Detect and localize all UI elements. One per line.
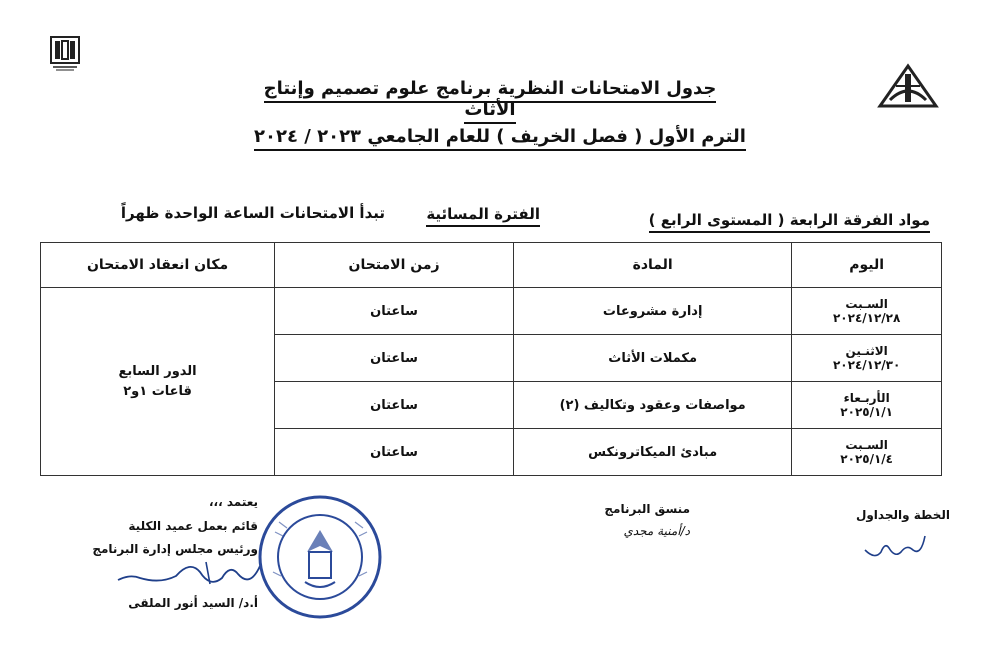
page-title <box>240 78 740 120</box>
level-label-text: مواد الفرقة الرابعة ( المستوى الرابع ) <box>649 211 930 233</box>
faculty-logo-icon <box>876 62 940 110</box>
dean-title-line2: ورئيس مجلس إدارة البرنامج <box>92 542 258 556</box>
subject-cell: مواصفات وعقود وتكاليف (٢) <box>513 382 791 429</box>
subject-cell: مكملات الأثاث <box>513 335 791 382</box>
period-label <box>410 205 540 223</box>
day-name: السـبت <box>845 438 888 452</box>
page-title-text: جدول الامتحانات النظرية برنامج علوم تصميم وإنتاج الأثاث <box>264 78 717 124</box>
day-cell <box>792 382 942 429</box>
header-subject: المادة <box>513 243 791 288</box>
day-name: السـبت <box>845 297 888 311</box>
table-row <box>41 288 942 335</box>
subject-cell: مبادئ الميكاترونكس <box>513 429 791 476</box>
planning-signature-label: الخطة والجداول <box>855 508 950 522</box>
term-heading-text: الترم الأول ( فصل الخريف ) للعام الجامعي ٢٠٢٣ / ٢٠٢٤ <box>254 126 746 151</box>
coordinator-name: د/أمنية مجدي <box>623 524 690 538</box>
day-cell <box>792 288 942 335</box>
duration-cell: ساعتان <box>275 382 514 429</box>
day-date: ٢٠٢٥/١/١ <box>840 405 894 419</box>
duration-cell: ساعتان <box>275 429 514 476</box>
dean-title-line1: قائم بعمل عميد الكلية <box>128 519 258 533</box>
location-cell <box>41 288 275 476</box>
approval-label: يعتمد ،،، <box>208 495 258 509</box>
header-day: اليوم <box>792 243 942 288</box>
start-time-label: تبدأ الامتحانات الساعة الواحدة ظهراً <box>120 204 385 222</box>
day-date: ٢٠٢٤/١٢/٢٨ <box>832 311 901 325</box>
day-name: الاثنـين <box>845 344 888 358</box>
coordinator-title: منسق البرنامج <box>604 502 690 516</box>
day-date: ٢٠٢٥/١/٤ <box>840 452 894 466</box>
subject-cell: إدارة مشروعات <box>513 288 791 335</box>
dean-name: أ.د/ السيد أنور الملقى <box>128 596 258 610</box>
day-name: الأربـعاء <box>843 391 890 405</box>
term-heading <box>240 126 760 147</box>
table-header-row <box>41 243 942 288</box>
duration-cell: ساعتان <box>275 335 514 382</box>
university-emblem-icon <box>50 36 80 72</box>
exam-schedule-table <box>40 242 942 476</box>
period-label-text: الفترة المسائية <box>426 205 540 227</box>
duration-cell: ساعتان <box>275 288 514 335</box>
day-cell <box>792 429 942 476</box>
level-label <box>600 211 930 229</box>
official-stamp-icon <box>255 492 385 622</box>
location-floor: الدور السابع <box>118 363 197 379</box>
day-cell <box>792 335 942 382</box>
planning-signature-icon <box>855 530 935 562</box>
header-location: مكان انعقاد الامتحان <box>41 243 275 288</box>
day-date: ٢٠٢٤/١٢/٣٠ <box>832 358 901 372</box>
dean-signature-icon <box>110 558 270 590</box>
header-duration: زمن الامتحان <box>275 243 514 288</box>
location-rooms: قاعات ١و٢ <box>123 383 192 399</box>
